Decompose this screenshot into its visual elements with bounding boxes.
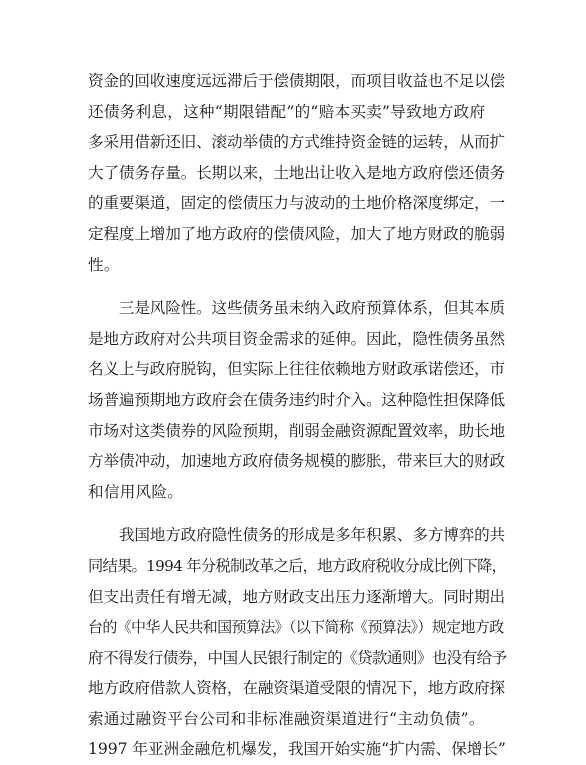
text-line: 大了债务存量。长期以来，土地出让收入是地方政府偿还债务 (88, 163, 505, 182)
paragraph-maturity-mismatch (88, 66, 505, 280)
text-line: 地方政府借款人资格，在融资渠道受限的情况下，地方政府探 (88, 679, 505, 698)
paragraph-debt-formation (88, 520, 507, 765)
paragraph-riskiness (88, 293, 505, 507)
text-line: 府不得发行债券，中国人民银行制定的《贷款通则》也没有给予 (88, 648, 507, 667)
text-line: 名义上与政府脱钩，但实际上往往依赖地方财政承诺偿还，市 (88, 360, 505, 379)
text-line: 性。 (88, 255, 120, 274)
text-line: 方举债冲动，加速地方政府债务规模的膨胀，带来巨大的财政 (88, 452, 505, 471)
text-line: 的重要渠道，固定的偿债压力与波动的土地价格深度绑定，一 (88, 194, 505, 213)
paragraph-spacer (88, 280, 498, 293)
text-line: 和信用风险。 (88, 482, 184, 501)
text-line: 是地方政府对公共项目资金需求的延伸。因此，隐性债务虽然 (88, 329, 505, 348)
text-line: 多采用借新还旧、滚动举债的方式维持资金链的运转，从而扩 (88, 133, 505, 152)
paragraph-spacer (88, 507, 498, 520)
text-line: 场普遍预期地方政府会在债务违约时介入。这种隐性担保降低 (88, 390, 505, 409)
text-line: 三是风险性。这些债务虽未纳入政府预算体系，但其本质 (88, 299, 505, 318)
text-line: 市场对这类债券的风险预期，削弱金融资源配置效率，助长地 (88, 421, 505, 440)
text-line: 我国地方政府隐性债务的形成是多年积累、多方博弈的共 (88, 526, 505, 545)
text-line: 但支出责任有增无减，地方财政支出压力逐渐增大。同时期出 (88, 587, 505, 606)
text-line: 同结果。1994 年分税制改革之后，地方政府税收分成比例下降， (88, 556, 507, 575)
text-line: 1997 年亚洲金融危机爆发，我国开始实施“扩内需、保增长” (88, 740, 506, 759)
text-line: 定程度上增加了地方政府的偿债风险，加大了地方财政的脆弱 (88, 224, 505, 243)
text-line: 台的《中华人民共和国预算法》（以下简称《预算法》）规定地方政 (88, 618, 504, 637)
text-line: 索通过融资平台公司和非标准融资渠道进行“主动负债”。 (88, 709, 485, 728)
text-line: 还债务利息，这种“期限错配”的“赔本买卖”导致地方政府 (88, 102, 486, 121)
text-line: 资金的回收速度远远滞后于偿债期限，而项目收益也不足以偿 (88, 72, 505, 90)
